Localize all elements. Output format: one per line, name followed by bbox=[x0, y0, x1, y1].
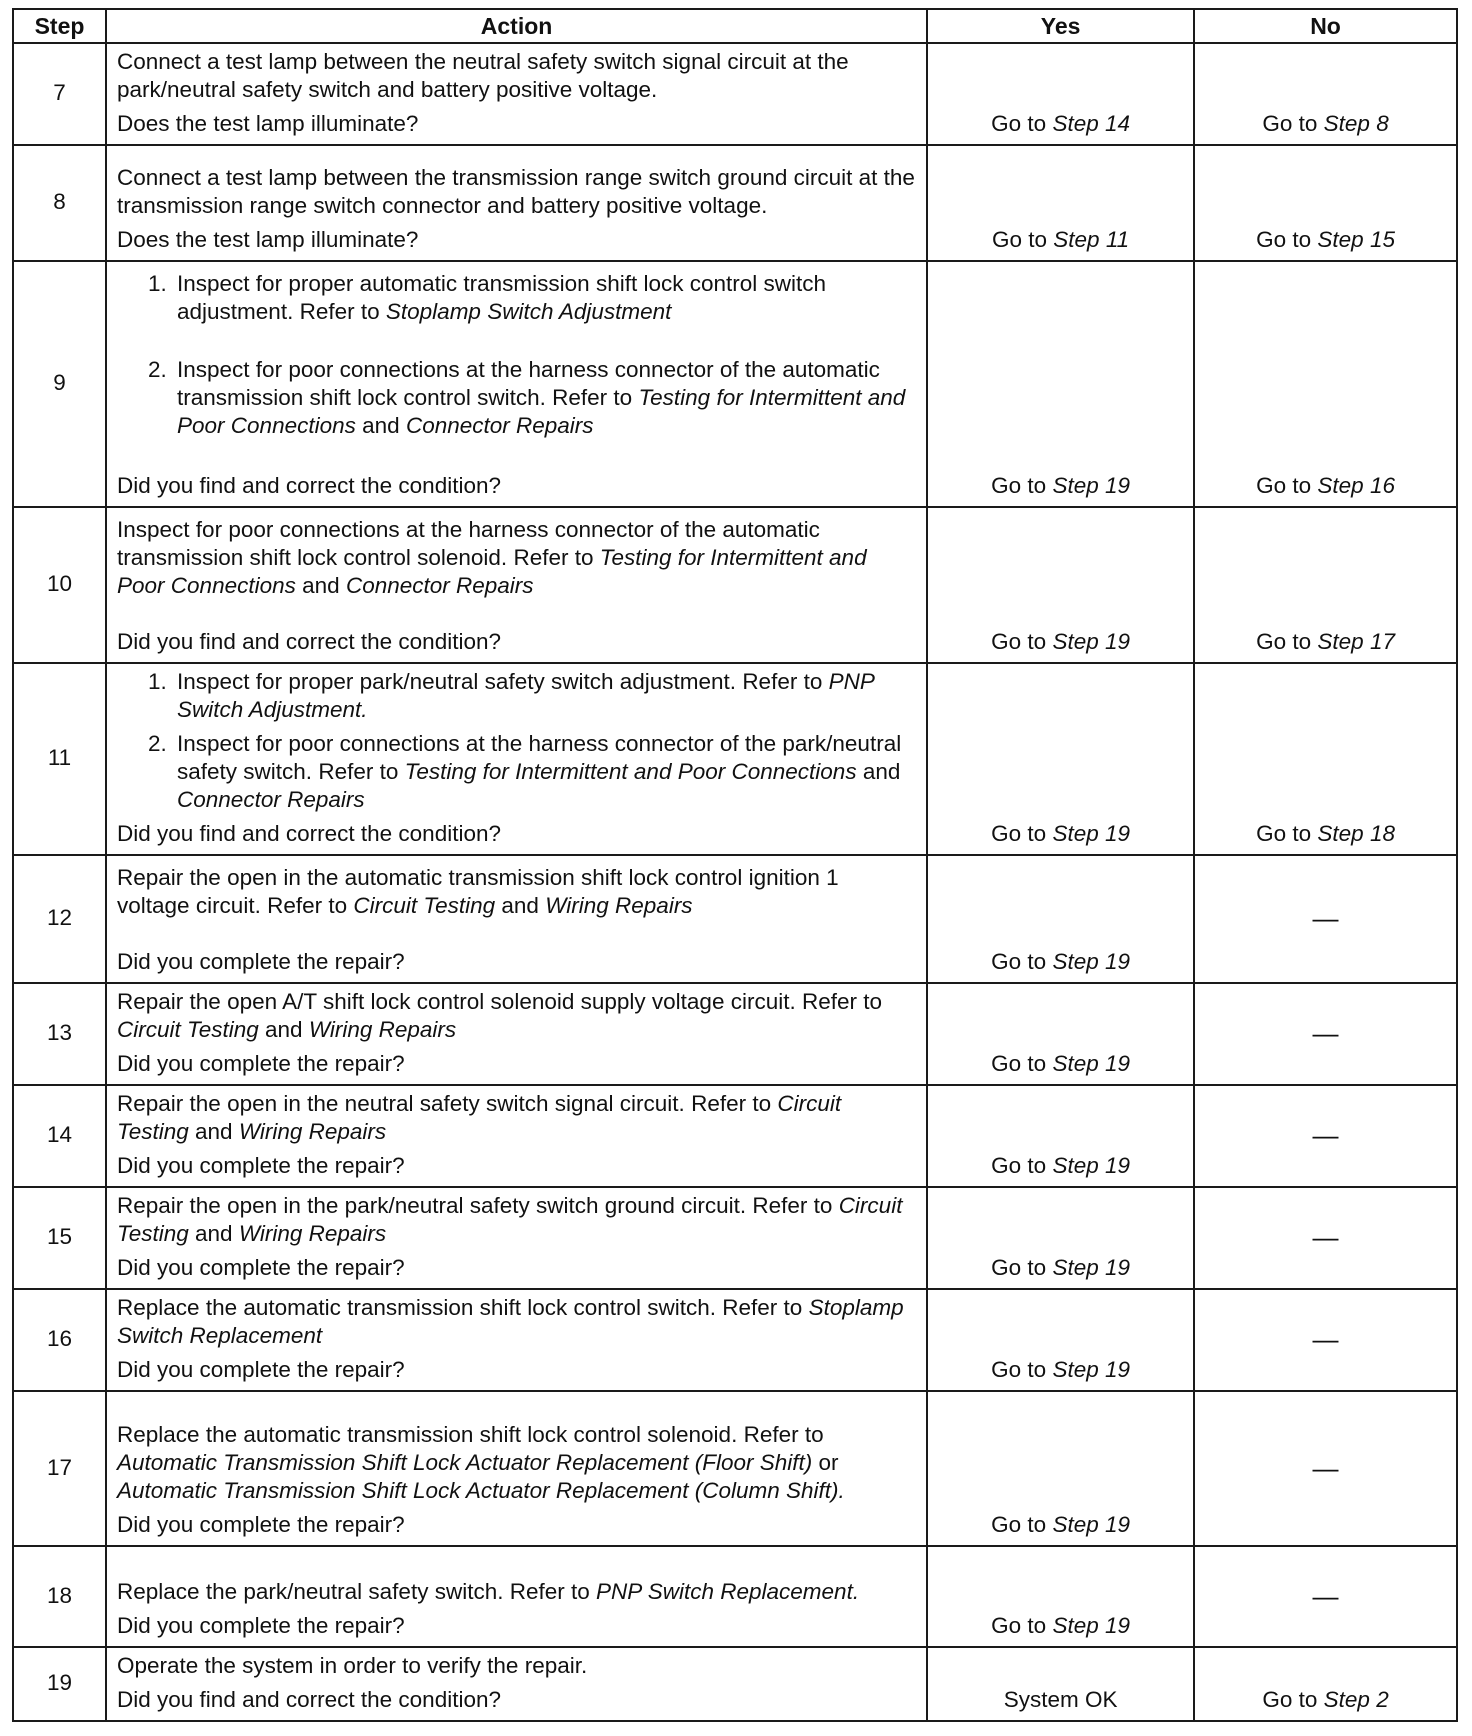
no-cell: Go to Step 15 bbox=[1194, 145, 1457, 261]
header-row bbox=[13, 9, 1457, 43]
no-cell: Go to Step 17 bbox=[1194, 507, 1457, 663]
yes-step-ref: 19 bbox=[1105, 949, 1131, 974]
yes-step-ref: 19 bbox=[1105, 1613, 1131, 1638]
table-row bbox=[13, 261, 1457, 507]
action-question: Did you complete the repair? bbox=[117, 1357, 405, 1382]
yes-step-ref: 19 bbox=[1105, 1357, 1131, 1382]
no-step-ref: 18 bbox=[1369, 821, 1395, 846]
no-cell: Go to Step 8 bbox=[1194, 43, 1457, 145]
table-row bbox=[13, 663, 1457, 855]
no-cell: — bbox=[1194, 1546, 1457, 1647]
yes-step-ref: 14 bbox=[1105, 111, 1131, 136]
yes-cell: Go to Step 19 bbox=[927, 1289, 1194, 1391]
yes-cell: System OK bbox=[927, 1647, 1194, 1721]
action-cell bbox=[106, 43, 927, 145]
table-row bbox=[13, 507, 1457, 663]
action-cell bbox=[106, 855, 927, 983]
action-text: Connect a test lamp between the neutral safety switch signal circuit at the park/neutral safety switch and battery positive voltage. bbox=[117, 49, 849, 102]
no-cell: — bbox=[1194, 855, 1457, 983]
action-cell bbox=[106, 507, 927, 663]
table-row bbox=[13, 1289, 1457, 1391]
yes-cell: Go to Step 19 bbox=[927, 983, 1194, 1085]
action-cell bbox=[106, 1289, 927, 1391]
action-cell bbox=[106, 1647, 927, 1721]
action-text: Connect a test lamp between the transmission range switch ground circuit at the transmission range switch connector and battery positive voltage. bbox=[117, 165, 915, 218]
yes-cell: Go to Step 19 bbox=[927, 1391, 1194, 1546]
step-number: 7 bbox=[13, 43, 106, 145]
yes-step-ref: 19 bbox=[1105, 473, 1131, 498]
action-question: Did you find and correct the condition? bbox=[117, 629, 501, 654]
no-cell: Go to Step 18 bbox=[1194, 663, 1457, 855]
action-question: Did you complete the repair? bbox=[117, 1255, 405, 1280]
step-number: 17 bbox=[13, 1391, 106, 1546]
table-row bbox=[13, 1187, 1457, 1289]
action-text: Repair the open A/T shift lock control solenoid supply voltage circuit. Refer to Circuit Testing and Wiring Repairs bbox=[117, 989, 883, 1042]
action-cell bbox=[106, 1187, 927, 1289]
step-number: 14 bbox=[13, 1085, 106, 1187]
table-row bbox=[13, 1391, 1457, 1546]
table-row bbox=[13, 983, 1457, 1085]
no-cell: Go to Step 2 bbox=[1194, 1647, 1457, 1721]
step-number: 10 bbox=[13, 507, 106, 663]
action-cell bbox=[106, 1546, 927, 1647]
yes-cell: Go to Step 19 bbox=[927, 1187, 1194, 1289]
no-cell: Go to Step 16 bbox=[1194, 261, 1457, 507]
list-item: 2. Inspect for poor connections at the harness connector of the automatic transmission shift lock control switch. Refer to Testing for Intermittent and Poor Connections and Connector Repairs bbox=[173, 356, 916, 440]
action-question: Did you complete the repair? bbox=[117, 1153, 405, 1178]
action-text: Replace the automatic transmission shift lock control solenoid. Refer to Automatic Transmission Shift Lock Actuator Replacement (Floor Shift) or Automatic Transmission Shift Lock Actuator Replacement (Column Shift). bbox=[117, 1422, 845, 1503]
no-cell: — bbox=[1194, 1391, 1457, 1546]
action-question: Did you find and correct the condition? bbox=[117, 473, 501, 498]
yes-cell: Go to Step 11 bbox=[927, 145, 1194, 261]
step-number: 11 bbox=[13, 663, 106, 855]
diagnostic-table bbox=[12, 8, 1458, 1722]
yes-step-ref: 19 bbox=[1105, 1051, 1131, 1076]
table-row bbox=[13, 855, 1457, 983]
no-step-ref: 15 bbox=[1369, 227, 1395, 252]
table-row bbox=[13, 1085, 1457, 1187]
diagnostic-table-page bbox=[12, 8, 1458, 1722]
action-text: Repair the open in the park/neutral safety switch ground circuit. Refer to Circuit Testing and Wiring Repairs bbox=[117, 1193, 903, 1246]
step-number: 18 bbox=[13, 1546, 106, 1647]
yes-step-ref: 19 bbox=[1105, 1512, 1131, 1537]
no-step-ref: 17 bbox=[1369, 629, 1395, 654]
action-cell bbox=[106, 983, 927, 1085]
action-list bbox=[117, 668, 916, 814]
yes-step-ref: 19 bbox=[1105, 821, 1131, 846]
no-cell: — bbox=[1194, 1187, 1457, 1289]
step-number: 19 bbox=[13, 1647, 106, 1721]
no-cell: — bbox=[1194, 1085, 1457, 1187]
yes-cell: Go to Step 19 bbox=[927, 855, 1194, 983]
yes-cell: Go to Step 19 bbox=[927, 1085, 1194, 1187]
action-text: Replace the automatic transmission shift lock control switch. Refer to Stoplamp Switch Replacement bbox=[117, 1295, 904, 1348]
action-text: Operate the system in order to verify the repair. bbox=[117, 1653, 588, 1678]
no-cell: — bbox=[1194, 983, 1457, 1085]
action-cell bbox=[106, 145, 927, 261]
list-item: 2. Inspect for poor connections at the harness connector of the park/neutral safety switch. Refer to Testing for Intermittent and Poor Connections and Connector Repairs bbox=[173, 730, 916, 814]
yes-cell: Go to Step 19 bbox=[927, 663, 1194, 855]
action-list bbox=[117, 270, 916, 440]
no-step-ref: 8 bbox=[1376, 111, 1389, 136]
list-item: 1. Inspect for proper automatic transmission shift lock control switch adjustment. Refer to Stoplamp Switch Adjustment bbox=[173, 270, 916, 326]
yes-cell: Go to Step 19 bbox=[927, 507, 1194, 663]
yes-step-ref: 19 bbox=[1105, 1153, 1131, 1178]
yes-step-ref: 19 bbox=[1105, 1255, 1131, 1280]
table-row bbox=[13, 1647, 1457, 1721]
action-cell bbox=[106, 1085, 927, 1187]
yes-cell: Go to Step 14 bbox=[927, 43, 1194, 145]
yes-step-ref: 11 bbox=[1105, 227, 1130, 252]
action-question: Did you complete the repair? bbox=[117, 1613, 405, 1638]
table-row bbox=[13, 43, 1457, 145]
table-row bbox=[13, 145, 1457, 261]
header-step: Step bbox=[13, 9, 106, 43]
action-text: Repair the open in the automatic transmission shift lock control ignition 1 voltage circuit. Refer to Circuit Testing and Wiring Repairs bbox=[117, 865, 839, 918]
no-step-ref: 2 bbox=[1376, 1687, 1389, 1712]
header-action: Action bbox=[106, 9, 927, 43]
action-text: Repair the open in the neutral safety switch signal circuit. Refer to Circuit Testing and Wiring Repairs bbox=[117, 1091, 842, 1144]
header-yes: Yes bbox=[927, 9, 1194, 43]
action-cell bbox=[106, 1391, 927, 1546]
header-no: No bbox=[1194, 9, 1457, 43]
action-question: Did you complete the repair? bbox=[117, 1051, 405, 1076]
yes-step-ref: 19 bbox=[1105, 629, 1131, 654]
no-cell: — bbox=[1194, 1289, 1457, 1391]
step-number: 16 bbox=[13, 1289, 106, 1391]
action-cell bbox=[106, 261, 927, 507]
action-text: Replace the park/neutral safety switch. Refer to PNP Switch Replacement. bbox=[117, 1579, 860, 1604]
list-item: 1. Inspect for proper park/neutral safety switch adjustment. Refer to PNP Switch Adjustment. bbox=[173, 668, 916, 724]
table-row bbox=[13, 1546, 1457, 1647]
action-question: Did you complete the repair? bbox=[117, 949, 405, 974]
action-question: Does the test lamp illuminate? bbox=[117, 111, 419, 136]
yes-cell: Go to Step 19 bbox=[927, 261, 1194, 507]
step-number: 15 bbox=[13, 1187, 106, 1289]
yes-cell: Go to Step 19 bbox=[927, 1546, 1194, 1647]
action-cell bbox=[106, 663, 927, 855]
no-step-ref: 16 bbox=[1369, 473, 1395, 498]
step-number: 8 bbox=[13, 145, 106, 261]
action-question: Does the test lamp illuminate? bbox=[117, 227, 419, 252]
action-question: Did you find and correct the condition? bbox=[117, 1687, 501, 1712]
step-number: 13 bbox=[13, 983, 106, 1085]
action-question: Did you find and correct the condition? bbox=[117, 821, 501, 846]
action-question: Did you complete the repair? bbox=[117, 1512, 405, 1537]
action-text: Inspect for poor connections at the harness connector of the automatic transmission shift lock control solenoid. Refer to Testing for Intermittent and Poor Connections and Connector Repairs bbox=[117, 517, 867, 598]
step-number: 9 bbox=[13, 261, 106, 507]
step-number: 12 bbox=[13, 855, 106, 983]
